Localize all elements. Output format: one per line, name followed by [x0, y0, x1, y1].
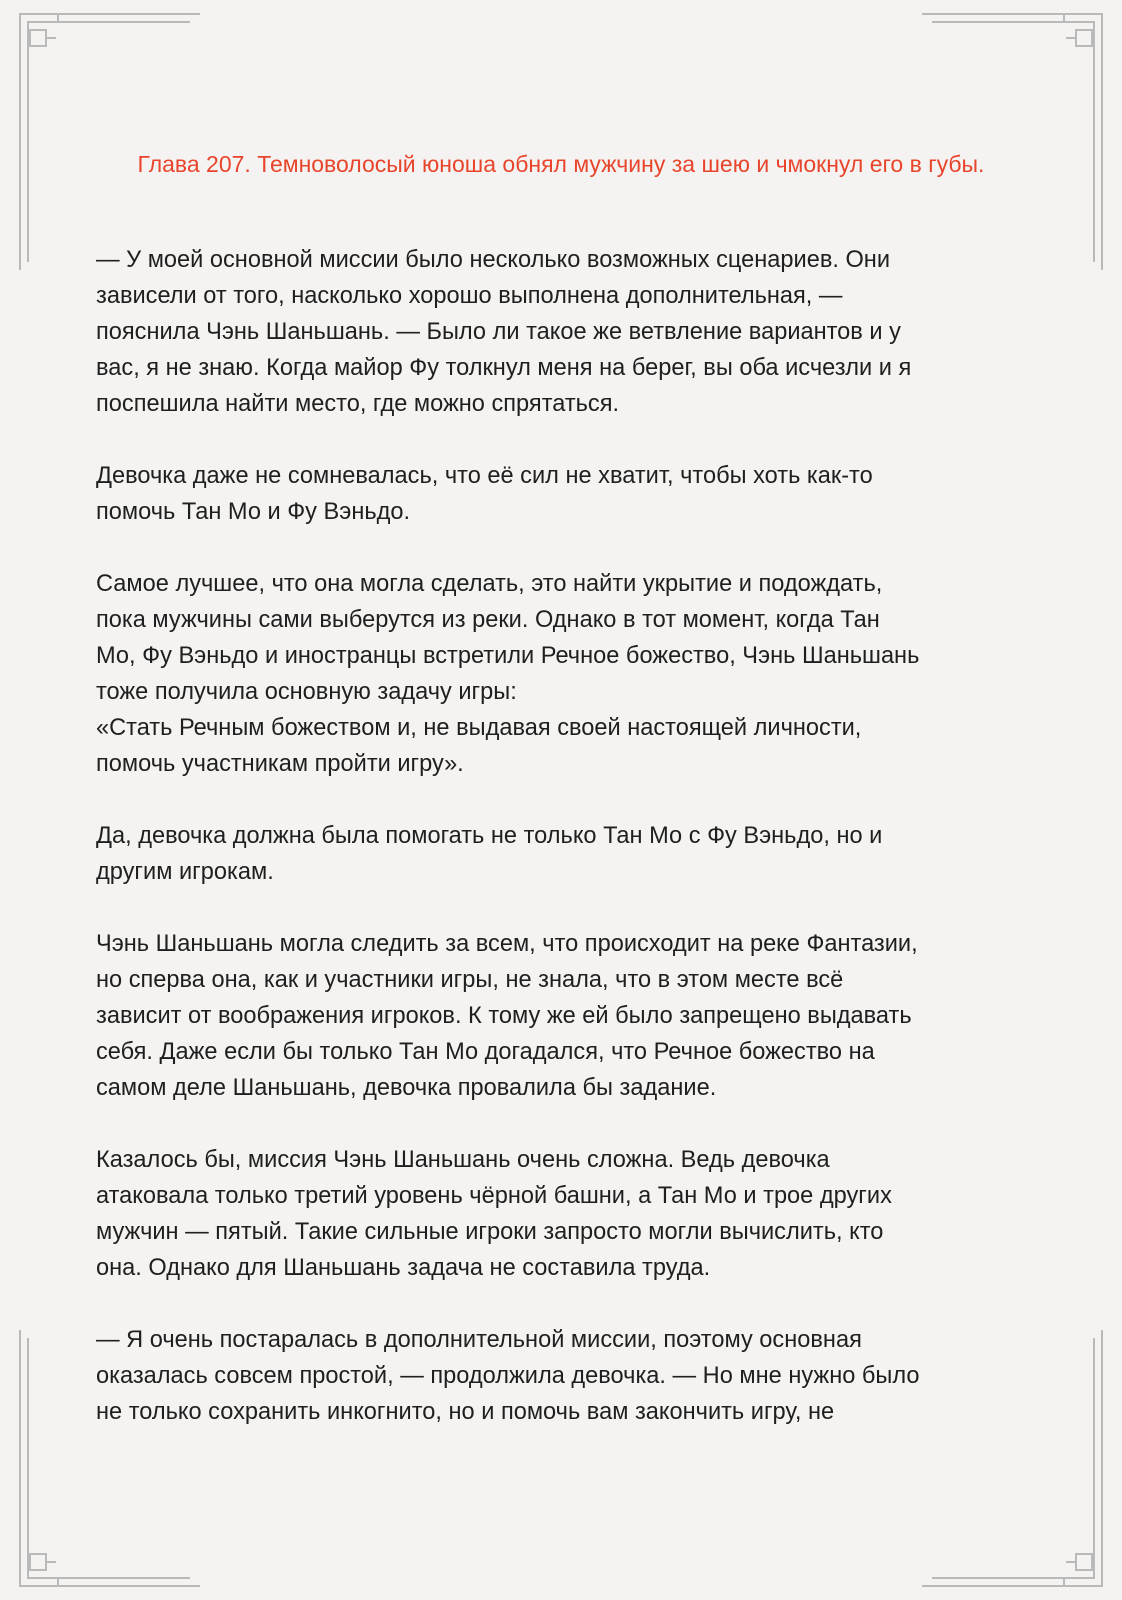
page-content — [96, 140, 1026, 1466]
paragraph: — У моей основной миссии было несколько возможных сценариев. Они зависели от того, насколько хорошо выполнена дополнительная, — пояснила Чэнь Шаньшань. — Было ли такое же ветвление вариантов и у вас, я не знаю. Когда майор Фу толкнул меня на берег, вы оба исчезли и я поспешила найти место, где можно спрятаться. — [96, 247, 912, 417]
chapter-title: Глава 207. Темноволосый юноша обнял мужчину за шею и чмокнул его в губы. — [137, 151, 985, 177]
paragraph: Казалось бы, миссия Чэнь Шаньшань очень сложна. Ведь девочка атаковала только третий уровень чёрной башни, а Тан Мо и трое других мужчин — пятый. Такие сильные игроки запросто могли вычислить, кто она. Однако для Шаньшань задача не составила труда. — [96, 1147, 892, 1281]
paragraph: Да, девочка должна была помогать не только Тан Мо с Фу Вэньдо, но и другим игрокам. — [96, 823, 883, 885]
paragraph: Чэнь Шаньшань могла следить за всем, что происходит на реке Фантазии, но сперва она, как и участники игры, не знала, что в этом месте всё зависит от воображения игроков. К тому же ей было запрещено выдавать себя. Даже если бы только Тан Мо догадался, что Речное божество на самом деле Шаньшань, девочка провалила бы задание. — [96, 931, 918, 1101]
paragraph: Девочка даже не сомневалась, что её сил не хватит, чтобы хоть как-то помочь Тан Мо и Фу Вэньдо. — [96, 463, 873, 525]
paragraph: Самое лучшее, что она могла сделать, это найти укрытие и подождать, пока мужчины сами выберутся из реки. Однако в тот момент, когда Тан Мо, Фу Вэньдо и иностранцы встретили Речное божество, Чэнь Шаньшань тоже получила основную задачу игры: «Стать Речным божеством и, не выдавая своей настоящей личности, помочь участникам пройти игру». — [96, 571, 920, 777]
paragraph: — Я очень постаралась в дополнительной миссии, поэтому основная оказалась совсем простой, — продолжила девочка. — Но мне нужно было не только сохранить инкогнито, но и помочь вам закончить игру, не — [96, 1327, 920, 1425]
body-text — [96, 242, 1026, 1430]
